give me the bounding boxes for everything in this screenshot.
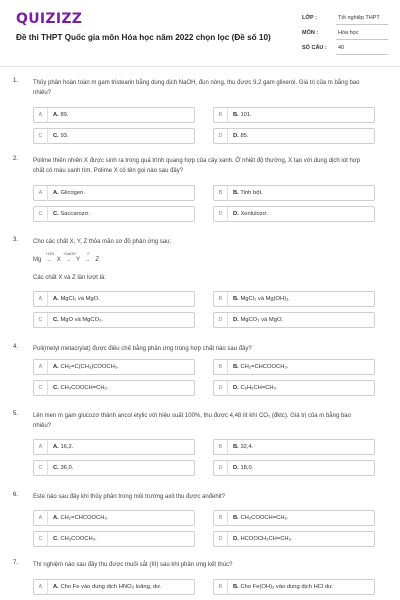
option-d[interactable]: [213, 312, 375, 328]
option-text: 16,2.: [60, 444, 74, 450]
option-key: B.: [233, 364, 239, 370]
option-b[interactable]: [213, 107, 375, 123]
option-text: CH₂=CHCOOCH₃.: [240, 364, 289, 370]
question-number: 2.: [13, 156, 19, 162]
option-c[interactable]: [33, 380, 195, 396]
option-a[interactable]: [33, 107, 195, 123]
question-text: Lên men m gam glucozơ thành ancol etylic với hiệu suất 100%, thu được 4,48 lít khí CO₂ (đktc). Giá trị của m bằng bao nhiêu?: [33, 413, 351, 429]
question-subtext: Các chất X và Z lần lượt là:: [33, 275, 106, 281]
meta-value: 40: [338, 45, 345, 51]
option-a[interactable]: [33, 439, 195, 455]
option-letter: D: [214, 129, 228, 144]
option-letter: D: [214, 532, 228, 547]
question-number: 6.: [13, 492, 19, 498]
option-letter: B: [214, 440, 228, 455]
option-letter: A: [34, 186, 48, 201]
quizizz-logo: QUIZIZZ: [16, 11, 83, 27]
option-letter: A: [34, 108, 48, 123]
option-b[interactable]: [213, 579, 375, 595]
question-text: Este nào sau đây khi thủy phân trong môi trường axit thu được anđehit?: [33, 494, 226, 500]
option-d[interactable]: [213, 380, 375, 396]
option-b[interactable]: [213, 359, 375, 375]
option-letter: D: [214, 381, 228, 396]
option-key: D.: [233, 317, 239, 323]
option-text: 18,0.: [240, 465, 254, 471]
arrow-condition: +HCl: [45, 252, 55, 256]
scheme-arrow: t° →: [82, 257, 94, 263]
scheme-reactant: Mg: [33, 257, 42, 263]
option-text: 89.: [60, 112, 69, 118]
option-letter: B: [214, 580, 228, 595]
question-text: Cho các chất X, Y, Z thỏa mãn sơ đồ phản ứng sau:: [33, 239, 172, 245]
option-key: C.: [53, 317, 59, 323]
option-c[interactable]: [33, 312, 195, 328]
option-text: CH₂=C(CH₃)COOCH₃.: [60, 364, 119, 370]
option-text: MgCO₃ và MgO.: [240, 317, 284, 323]
question-number: 1.: [13, 78, 19, 84]
option-letter: D: [214, 313, 228, 328]
option-letter: C: [34, 532, 48, 547]
option-key: B.: [233, 584, 239, 590]
meta-key: MÔN :: [302, 30, 319, 36]
option-letter: B: [214, 186, 228, 201]
option-text: CH₂=CHCOOCH₃.: [60, 515, 109, 521]
option-key: C.: [53, 536, 59, 542]
option-b[interactable]: [213, 439, 375, 455]
option-letter: A: [34, 360, 48, 375]
option-letter: A: [34, 511, 48, 526]
meta-value: Hóa học: [338, 30, 359, 36]
question-number: 5.: [13, 411, 19, 417]
option-key: D.: [233, 211, 239, 217]
option-letter: D: [214, 461, 228, 476]
option-letter: A: [34, 292, 48, 307]
exam-title: Đề thi THPT Quốc gia môn Hóa học năm 2022 chọn lọc (Đề số 10): [16, 33, 271, 42]
option-text: Tinh bột.: [240, 190, 263, 196]
header-divider: [0, 66, 400, 67]
question-number: 4.: [13, 344, 19, 350]
option-key: A.: [53, 584, 59, 590]
option-key: A.: [53, 190, 59, 196]
option-text: 93.: [60, 133, 69, 139]
option-key: B.: [233, 296, 239, 302]
meta-underline: [336, 54, 388, 55]
meta-underline: [336, 24, 388, 25]
option-letter: C: [34, 381, 48, 396]
option-a[interactable]: [33, 359, 195, 375]
option-text: HCOOCH₂CH=CH₂.: [240, 536, 293, 542]
arrow-condition: t°: [87, 252, 91, 256]
option-key: D.: [233, 465, 239, 471]
scheme-arrow: +NaOH →: [62, 252, 76, 263]
option-key: C.: [53, 465, 59, 471]
option-text: MgCl₂ và MgO.: [60, 296, 100, 302]
worksheet-header: [0, 0, 400, 64]
option-key: C.: [53, 385, 59, 391]
option-c[interactable]: [33, 128, 195, 144]
option-c[interactable]: [33, 531, 195, 547]
question-text: Poli(metyl metacrylat) được điều chế bằng phản ứng trùng hợp chất nào sau đây?: [33, 346, 252, 352]
question-number: 7.: [13, 560, 19, 566]
option-a[interactable]: [33, 510, 195, 526]
option-text: 85.: [240, 133, 249, 139]
option-d[interactable]: [213, 206, 375, 222]
question-text: Thí nghiệm nào sau đây thu được muối sắt (III) sau khi phản ứng kết thúc?: [33, 562, 233, 568]
option-b[interactable]: [213, 510, 375, 526]
option-letter: A: [34, 580, 48, 595]
scheme-product-y: Y: [76, 257, 81, 263]
option-text: 36,0.: [60, 465, 74, 471]
option-c[interactable]: [33, 460, 195, 476]
meta-key: LỚP :: [302, 15, 317, 21]
option-letter: A: [34, 440, 48, 455]
option-key: B.: [233, 515, 239, 521]
option-text: Saccarozơ.: [60, 211, 91, 217]
option-letter: C: [34, 129, 48, 144]
question-number: 3.: [13, 237, 19, 243]
option-letter: C: [34, 461, 48, 476]
option-key: C.: [53, 133, 59, 139]
option-key: D.: [233, 536, 239, 542]
reaction-scheme: [33, 252, 100, 263]
scheme-product-z: Z: [95, 257, 100, 263]
scheme-product-x: X: [56, 257, 61, 263]
option-b[interactable]: [213, 291, 375, 307]
option-key: C.: [53, 211, 59, 217]
option-text: MgCl₂ và Mg(OH)₂.: [240, 296, 291, 302]
option-letter: C: [34, 313, 48, 328]
option-text: Cho Fe vào dung dịch HNO₃ loãng, dư.: [60, 584, 162, 590]
option-letter: B: [214, 511, 228, 526]
meta-key: SỐ CÂU :: [302, 45, 327, 51]
option-c[interactable]: [33, 206, 195, 222]
option-d[interactable]: [213, 531, 375, 547]
option-b[interactable]: [213, 185, 375, 201]
option-d[interactable]: [213, 128, 375, 144]
option-text: 32,4.: [240, 444, 254, 450]
option-letter: B: [214, 360, 228, 375]
arrow-condition: +NaOH: [62, 252, 76, 256]
option-text: Glicogen.: [60, 190, 85, 196]
option-a[interactable]: [33, 291, 195, 307]
option-a[interactable]: [33, 185, 195, 201]
option-text: CH₃COOCH=CH₂.: [60, 385, 109, 391]
option-key: D.: [233, 385, 239, 391]
option-text: Cho Fe(OH)₂ vào dung dịch HCl dư.: [240, 584, 334, 590]
question-text: Polime thiên nhiên X được sinh ra trong quá trình quang hợp của cây xanh. Ở nhiệt độ thường, X tạo với dung dịch iot hợp chất có màu xanh tím. Polime X có tên gọi nào sau đây?: [33, 158, 361, 174]
meta-value: Tốt nghiệp THPT: [338, 15, 380, 21]
meta-underline: [336, 39, 388, 40]
option-a[interactable]: [33, 579, 195, 595]
option-text: CH₃COOCH₃.: [60, 536, 97, 542]
option-key: A.: [53, 444, 59, 450]
option-key: B.: [233, 112, 239, 118]
option-letter: C: [34, 207, 48, 222]
question-text: Thủy phân hoàn toàn m gam tristearin bằng dung dịch NaOH, đun nóng, thu được 9,2 gam glixerol. Giá trị của m bằng bao nhiêu?: [33, 80, 360, 96]
option-key: A.: [53, 296, 59, 302]
option-key: A.: [53, 112, 59, 118]
option-key: A.: [53, 364, 59, 370]
option-text: Xenlulozơ.: [240, 211, 269, 217]
option-d[interactable]: [213, 460, 375, 476]
option-text: 101.: [240, 112, 252, 118]
option-key: B.: [233, 190, 239, 196]
option-letter: B: [214, 108, 228, 123]
option-text: CH₃COOCH=CH₂.: [240, 515, 289, 521]
option-key: D.: [233, 133, 239, 139]
scheme-arrow: +HCl →: [43, 257, 55, 263]
option-key: B.: [233, 444, 239, 450]
option-key: A.: [53, 515, 59, 521]
option-text: C₆H₅CH=CH₂.: [240, 385, 278, 391]
option-letter: B: [214, 292, 228, 307]
option-text: MgO và MgCO₃.: [60, 317, 104, 323]
option-letter: D: [214, 207, 228, 222]
